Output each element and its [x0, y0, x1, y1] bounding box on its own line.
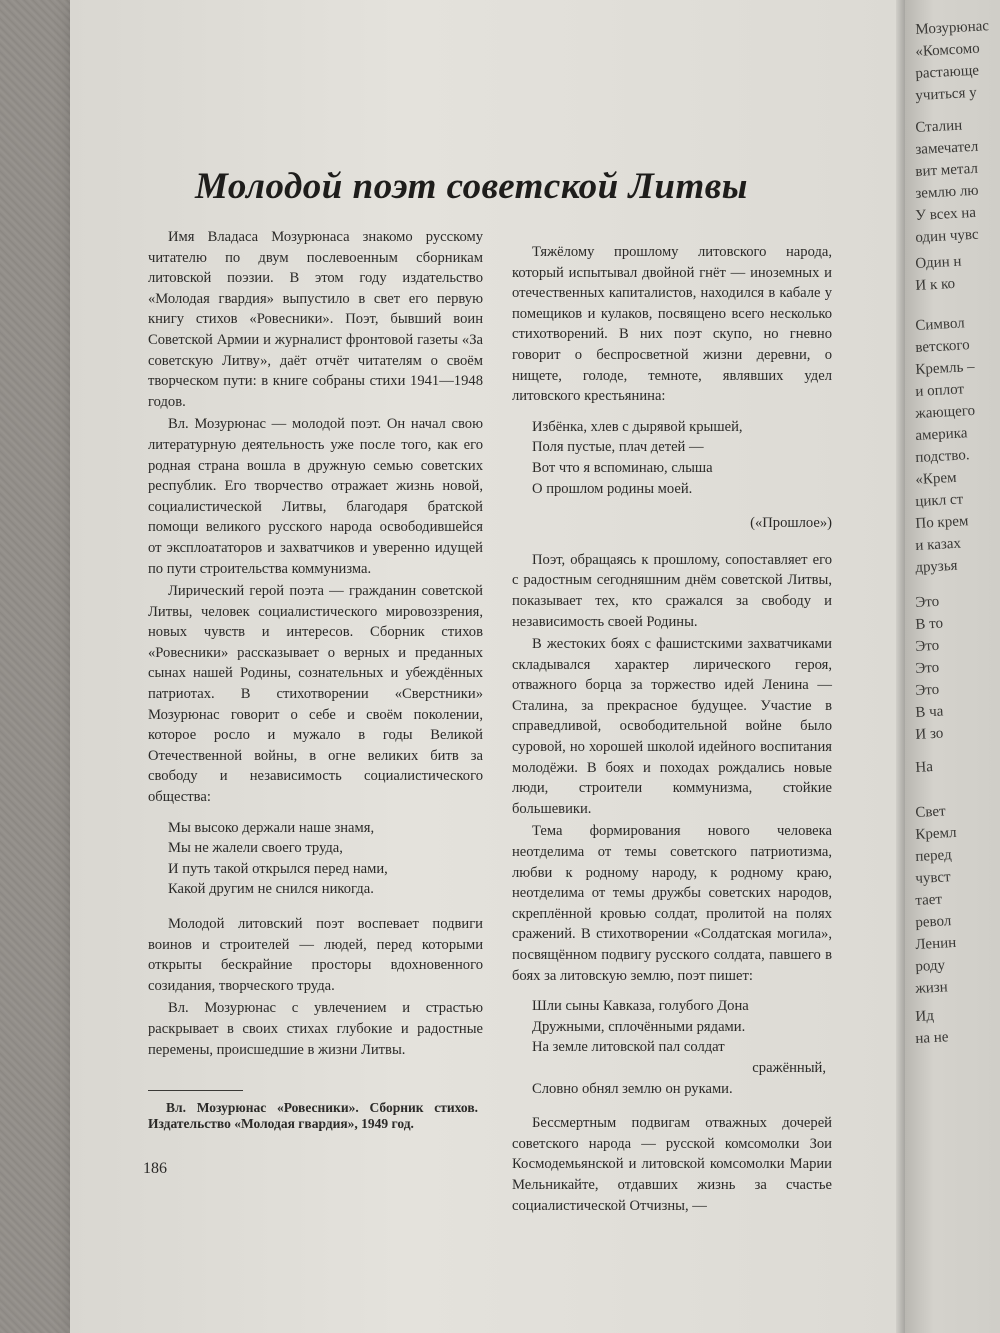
adjacent-page-line: У всех на	[915, 204, 977, 224]
adjacent-page	[905, 0, 1000, 1333]
adjacent-page-line: «Крем	[915, 469, 957, 488]
adjacent-page-line: друзья	[915, 557, 958, 576]
adjacent-page-line: Кремль –	[915, 358, 975, 378]
adjacent-page-line: и оплот	[915, 381, 965, 400]
page-number: 186	[143, 1160, 167, 1177]
adjacent-page-line: землю лю	[915, 182, 979, 202]
paragraph: Вл. Мозурюнас с увлечением и страстью раскрывает в своих стихах глубокие и радостные перемены, происшедшие в жизни Литвы.	[148, 1000, 483, 1058]
verse-line: Мы не жалели своего труда,	[168, 840, 343, 857]
adjacent-page-line: и казах	[915, 535, 962, 554]
adjacent-page-line: Это	[915, 637, 940, 655]
footnote-divider	[148, 1090, 243, 1091]
adjacent-page-line: один чувс	[915, 226, 979, 246]
verse-quote	[512, 417, 832, 499]
adjacent-page-line: америка	[915, 425, 968, 444]
adjacent-page-line: растающе	[915, 62, 980, 82]
footnote: Вл. Мозурюнас «Ровесники». Сборник стихов. Издательство «Молодая гвардия», 1949 год.	[148, 1100, 478, 1131]
adjacent-page-line: «Комсомо	[915, 40, 981, 60]
adjacent-page-line: на не	[915, 1029, 949, 1047]
paragraph: Поэт, обращаясь к прошлому, сопоставляет его с радостным сегодняшним днём советской Литвы, показывает тех, кто сражался за свободу и независимость своей Родины.	[512, 551, 832, 630]
adjacent-page-line: На	[915, 759, 934, 776]
verse-line: Поля пустые, плач детей —	[532, 439, 704, 456]
adjacent-page-line: Один н	[915, 253, 962, 272]
verse-line: Избёнка, хлев с дырявой крышей,	[532, 418, 743, 435]
adjacent-page-line: Это	[915, 681, 940, 699]
adjacent-page-line: В то	[915, 615, 944, 633]
verse-line: сражённый,	[752, 1059, 826, 1076]
adjacent-page-line: револ	[915, 913, 952, 931]
adjacent-page-line: Ленин	[915, 934, 957, 953]
paragraph: Бессмертным подвигам отважных дочерей советского народа — русской комсомолки Зои Космодемьянской и литовской комсомолки Марии Мельникайте, отдавших жизнь за счастье социалистической Отчизны, —	[512, 1115, 832, 1214]
verse-line: О прошлом родины моей.	[532, 480, 693, 497]
verse-line: Какой другим не снился никогда.	[168, 881, 374, 898]
verse-line: И путь такой открылся перед нами,	[168, 860, 388, 877]
adjacent-page-line: Свет	[915, 803, 947, 821]
adjacent-page-line: учиться у	[915, 84, 978, 104]
verse-line: На земле литовской пал солдат	[532, 1039, 725, 1056]
adjacent-page-line: Мозурюнас	[915, 18, 990, 38]
paragraph: В жестоких боях с фашистскими захватчиками складывался характер лирического героя, отважного борца за торжество идей Ленина — Сталина, за прекрасное будущее. Участие в справедливой, освободительной войне было суровой, но хорошей школой идейного воспитания молодёжи. В боях и походах рождались новые люди, строители коммунизма, стойкие большевики.	[512, 636, 832, 817]
adjacent-page-line: цикл ст	[915, 491, 964, 510]
article-title: Молодой поэт советской Литвы	[195, 166, 748, 207]
adjacent-page-line: подство.	[915, 447, 970, 466]
adjacent-page-line: Сталин	[915, 117, 963, 136]
verse-line: Словно обнял землю он руками.	[532, 1080, 733, 1097]
verse-line: Шли сыны Кавказа, голубого Дона	[532, 998, 749, 1015]
adjacent-page-line: чувст	[915, 869, 952, 887]
verse-line: Вот что я вспоминаю, слыша	[532, 459, 713, 476]
paragraph: Лирический герой поэта — гражданин советской Литвы, человек социалистического мировоззрения, новых чувств и интересов. Сборник стихов «Ровесники» рассказывает о верных и преданных сынах нашей Родины, сознательных и убеждённых патриотах. В стихотворении «Сверстники» Мозурюнас говорит о себе и своём поколении, которое росло и мужало в годы Великой Отечественной войны, в огне великих битв за свободу и независимость социалистического общества:	[148, 583, 483, 806]
adjacent-page-line: Это	[915, 593, 940, 611]
adjacent-page-line: Ид	[915, 1008, 935, 1025]
adjacent-page-line: Это	[915, 659, 940, 677]
adjacent-page-line: перед	[915, 847, 953, 865]
verse-quote	[148, 818, 483, 900]
adjacent-page-line: ветского	[915, 337, 971, 356]
right-column	[512, 242, 832, 1218]
adjacent-page-line: жающего	[915, 402, 976, 422]
adjacent-page-line: И зо	[915, 725, 944, 743]
adjacent-page-line: Символ	[915, 315, 966, 334]
paragraph: Вл. Мозурюнас — молодой поэт. Он начал свою литературную деятельность уже после того, как его родная страна вошла в дружную семью советских республик. Его творчество отражает жизнь новой, социалистической Литвы, благодаря братской помощи великого русского народа освободившейся от эксплоататоров и захватчиков и уверенно идущей по пути строительства коммунизма.	[148, 416, 483, 577]
adjacent-page-line: И к ко	[915, 275, 956, 294]
adjacent-page-line: В ча	[915, 703, 944, 721]
adjacent-page-line: жизн	[915, 979, 949, 997]
adjacent-page-line: Кремл	[915, 824, 957, 843]
paragraph: Тяжёлому прошлому литовского народа, который испытывал двойной гнёт — иноземных и отечественных капиталистов, находился в кабале у помещиков и кулаков, посвящено всего несколько стихотворений. В них поэт скупо, но гневно говорит о беспросветной жизни деревни, о нищете, голоде, темноте, являвших удел литовского крестьянина:	[512, 244, 832, 405]
verse-quote	[512, 996, 832, 1099]
paragraph: Имя Владаса Мозурюнаса знакомо русскому читателю по двум послевоенным сборникам литовской поэзии. В этом году издательство «Молодая гвардия» выпустило в свет его первую книгу стихов «Ровесники». Поэт, бывший воин Советской Армии и журналист фронтовой газеты «За советскую Литву», даёт отчёт читателям о своём творческом пути: в книге собраны стихи 1941—1948 годов.	[148, 229, 483, 410]
adjacent-page-line: замечател	[915, 138, 979, 158]
adjacent-page-line: роду	[915, 957, 946, 975]
adjacent-page-line: тает	[915, 891, 943, 909]
verse-source: («Прошлое»)	[750, 515, 832, 532]
paragraph: Молодой литовский поэт воспевает подвиги воинов и строителей — людей, перед которыми открыты бескрайние просторы вдохновенного созидания, творческого труда.	[148, 916, 483, 994]
verse-line: Дружными, сплочёнными рядами.	[532, 1018, 746, 1035]
adjacent-page-line: По крем	[915, 513, 969, 532]
verse-line: Мы высоко держали наше знамя,	[168, 819, 375, 836]
left-column	[148, 227, 483, 1062]
adjacent-page-line: вит метал	[915, 160, 979, 180]
paragraph: Тема формирования нового человека неотделима от темы советского патриотизма, любви к родному народу, к родному краю, неотделима от темы дружбы советских народов, скреплённой кровью солдат, пролитой на полях сражений. В стихотворении «Солдатская могила», посвящённом подвигу русского солдата, павшего в боях за литовскую землю, поэт пишет:	[512, 823, 832, 984]
